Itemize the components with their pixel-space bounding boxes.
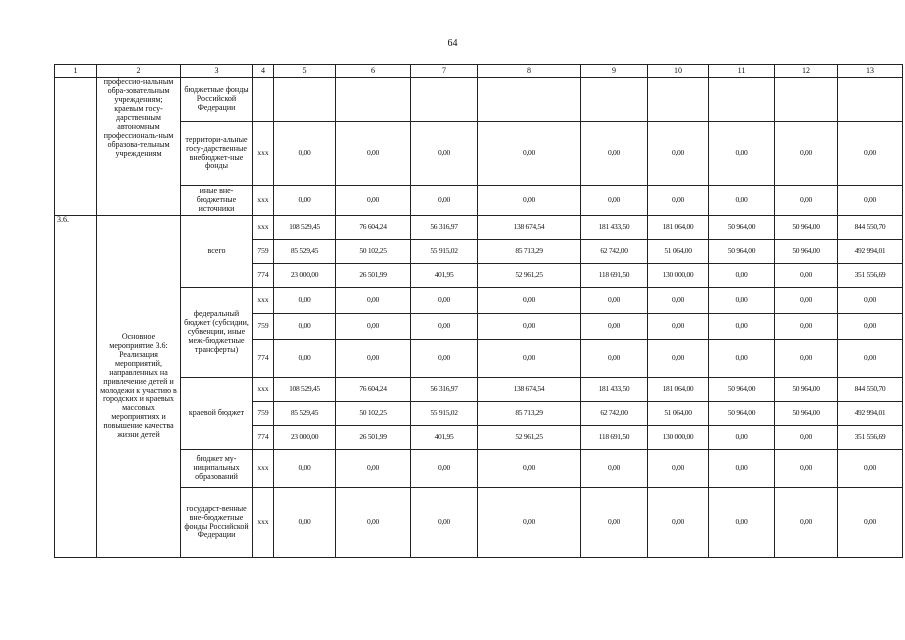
amount-cell — [775, 78, 838, 122]
amount-cell: 55 915,02 — [411, 402, 478, 426]
amount-cell: 0,00 — [411, 488, 478, 558]
amount-cell: 108 529,45 — [274, 378, 336, 402]
amount-cell: 0,00 — [709, 488, 775, 558]
amount-cell: 52 961,25 — [478, 264, 581, 288]
amount-cell: 0,00 — [336, 450, 411, 488]
code-cell: ххх — [253, 488, 274, 558]
code-cell: 759 — [253, 240, 274, 264]
amount-cell: 0,00 — [336, 186, 411, 216]
amount-cell: 0,00 — [581, 186, 648, 216]
amount-cell: 0,00 — [838, 450, 903, 488]
table-row — [55, 186, 903, 216]
column-number-header: 9 — [581, 65, 648, 78]
amount-cell: 0,00 — [775, 122, 838, 186]
amount-cell: 351 556,69 — [838, 426, 903, 450]
amount-cell: 0,00 — [581, 288, 648, 314]
table-row — [55, 450, 903, 488]
amount-cell: 85 529,45 — [274, 402, 336, 426]
code-cell: 759 — [253, 402, 274, 426]
amount-cell: 50 964,00 — [709, 402, 775, 426]
amount-cell — [411, 78, 478, 122]
amount-cell: 0,00 — [709, 186, 775, 216]
amount-cell: 0,00 — [838, 288, 903, 314]
amount-cell: 50 964,00 — [709, 240, 775, 264]
amount-cell: 118 691,50 — [581, 264, 648, 288]
amount-cell — [709, 78, 775, 122]
amount-cell: 0,00 — [709, 314, 775, 340]
amount-cell: 0,00 — [581, 488, 648, 558]
amount-cell — [478, 78, 581, 122]
amount-cell: 0,00 — [336, 314, 411, 340]
amount-cell — [581, 78, 648, 122]
amount-cell: 844 550,70 — [838, 216, 903, 240]
amount-cell: 50 964,00 — [775, 402, 838, 426]
amount-cell: 55 915,02 — [411, 240, 478, 264]
amount-cell: 181 433,50 — [581, 378, 648, 402]
amount-cell: 108 529,45 — [274, 216, 336, 240]
amount-cell: 0,00 — [838, 488, 903, 558]
amount-cell: 56 316,97 — [411, 216, 478, 240]
code-cell: ххх — [253, 378, 274, 402]
amount-cell: 0,00 — [478, 122, 581, 186]
program-name-cell: профессио-нальным обра-зовательным учреждениям; краевым госу-дарственным автономным профессиональ-ным образова-тельным учреждениям — [97, 78, 181, 216]
column-number-header: 5 — [274, 65, 336, 78]
amount-cell: 130 000,00 — [648, 426, 709, 450]
amount-cell — [336, 78, 411, 122]
column-number-header: 13 — [838, 65, 903, 78]
program-name-cell: Основное мероприятие 3.6: Реализация мероприятий, направленных на привлечение детей и молодежи к участию в городских и краевых массовых мероприятиях и повышение качества жизни детей — [97, 216, 181, 558]
funding-source-cell: бюджетные фонды Российской Федерации — [181, 78, 253, 122]
amount-cell: 0,00 — [336, 488, 411, 558]
amount-cell: 76 604,24 — [336, 378, 411, 402]
amount-cell: 52 961,25 — [478, 426, 581, 450]
column-number-header: 10 — [648, 65, 709, 78]
column-number-header: 7 — [411, 65, 478, 78]
code-cell: 759 — [253, 314, 274, 340]
amount-cell: 0,00 — [838, 314, 903, 340]
amount-cell: 0,00 — [775, 264, 838, 288]
amount-cell: 0,00 — [581, 340, 648, 378]
code-cell — [253, 78, 274, 122]
amount-cell: 50 102,25 — [336, 240, 411, 264]
amount-cell: 0,00 — [274, 288, 336, 314]
amount-cell: 138 674,54 — [478, 216, 581, 240]
amount-cell: 181 064,00 — [648, 378, 709, 402]
amount-cell: 56 316,97 — [411, 378, 478, 402]
amount-cell: 0,00 — [648, 288, 709, 314]
table-row — [55, 488, 903, 558]
code-cell: ххх — [253, 186, 274, 216]
amount-cell: 351 556,69 — [838, 264, 903, 288]
amount-cell: 0,00 — [709, 122, 775, 186]
amount-cell: 0,00 — [775, 450, 838, 488]
amount-cell: 0,00 — [581, 122, 648, 186]
amount-cell: 0,00 — [709, 450, 775, 488]
amount-cell: 0,00 — [478, 450, 581, 488]
amount-cell: 0,00 — [648, 340, 709, 378]
amount-cell: 0,00 — [838, 340, 903, 378]
amount-cell: 50 964,00 — [775, 240, 838, 264]
amount-cell: 0,00 — [581, 450, 648, 488]
amount-cell: 0,00 — [274, 122, 336, 186]
amount-cell: 50 964,00 — [709, 378, 775, 402]
amount-cell: 118 691,50 — [581, 426, 648, 450]
funding-source-cell: федеральный бюджет (субсидии, субвенции, иные меж-бюджетные трансферты) — [181, 288, 253, 378]
amount-cell: 0,00 — [274, 450, 336, 488]
amount-cell: 76 604,24 — [336, 216, 411, 240]
amount-cell: 0,00 — [411, 186, 478, 216]
column-number-header: 1 — [55, 65, 97, 78]
code-cell: ххх — [253, 216, 274, 240]
amount-cell: 85 713,29 — [478, 240, 581, 264]
amount-cell: 0,00 — [336, 122, 411, 186]
amount-cell: 0,00 — [411, 122, 478, 186]
amount-cell: 0,00 — [478, 186, 581, 216]
code-cell: 774 — [253, 264, 274, 288]
amount-cell: 0,00 — [709, 426, 775, 450]
amount-cell: 23 000,00 — [274, 264, 336, 288]
amount-cell: 23 000,00 — [274, 426, 336, 450]
amount-cell: 0,00 — [478, 314, 581, 340]
amount-cell: 0,00 — [648, 314, 709, 340]
code-cell: 774 — [253, 426, 274, 450]
page-number: 64 — [447, 38, 458, 49]
amount-cell: 0,00 — [648, 450, 709, 488]
amount-cell: 50 964,00 — [775, 378, 838, 402]
amount-cell: 0,00 — [775, 426, 838, 450]
column-number-header: 2 — [97, 65, 181, 78]
table-row — [55, 122, 903, 186]
amount-cell: 50 964,00 — [709, 216, 775, 240]
amount-cell: 51 064,00 — [648, 240, 709, 264]
column-number-header: 3 — [181, 65, 253, 78]
code-cell: 774 — [253, 340, 274, 378]
amount-cell: 51 064,00 — [648, 402, 709, 426]
amount-cell: 0,00 — [411, 450, 478, 488]
column-number-header: 6 — [336, 65, 411, 78]
amount-cell: 0,00 — [648, 488, 709, 558]
amount-cell: 492 994,01 — [838, 402, 903, 426]
amount-cell: 0,00 — [775, 288, 838, 314]
funding-source-cell: всего — [181, 216, 253, 288]
amount-cell: 0,00 — [709, 340, 775, 378]
amount-cell: 0,00 — [411, 314, 478, 340]
amount-cell: 401,95 — [411, 264, 478, 288]
amount-cell — [274, 78, 336, 122]
amount-cell: 181 064,00 — [648, 216, 709, 240]
funding-source-cell: иные вне-бюджетные источники — [181, 186, 253, 216]
amount-cell: 0,00 — [709, 264, 775, 288]
amount-cell: 0,00 — [274, 488, 336, 558]
amount-cell: 0,00 — [478, 288, 581, 314]
amount-cell: 0,00 — [274, 340, 336, 378]
amount-cell: 50 102,25 — [336, 402, 411, 426]
funding-source-cell: территори-альные госу-дарственные внебюджет-ные фонды — [181, 122, 253, 186]
funding-source-cell: краевой бюджет — [181, 378, 253, 450]
amount-cell: 138 674,54 — [478, 378, 581, 402]
amount-cell — [648, 78, 709, 122]
column-number-header: 4 — [253, 65, 274, 78]
amount-cell: 0,00 — [411, 340, 478, 378]
amount-cell: 50 964,00 — [775, 216, 838, 240]
amount-cell — [838, 78, 903, 122]
amount-cell: 85 713,29 — [478, 402, 581, 426]
amount-cell: 0,00 — [478, 488, 581, 558]
column-number-row — [55, 65, 903, 78]
amount-cell: 0,00 — [336, 340, 411, 378]
amount-cell: 0,00 — [775, 340, 838, 378]
amount-cell: 62 742,00 — [581, 402, 648, 426]
code-cell: ххх — [253, 288, 274, 314]
amount-cell: 492 994,01 — [838, 240, 903, 264]
amount-cell: 0,00 — [336, 288, 411, 314]
budget-table — [54, 64, 903, 558]
amount-cell: 844 550,70 — [838, 378, 903, 402]
amount-cell: 0,00 — [274, 186, 336, 216]
amount-cell: 0,00 — [838, 122, 903, 186]
amount-cell: 0,00 — [648, 186, 709, 216]
amount-cell: 0,00 — [775, 488, 838, 558]
table-row — [55, 378, 903, 402]
amount-cell: 0,00 — [775, 186, 838, 216]
amount-cell: 0,00 — [709, 288, 775, 314]
amount-cell: 0,00 — [648, 122, 709, 186]
amount-cell: 401,95 — [411, 426, 478, 450]
amount-cell: 85 529,45 — [274, 240, 336, 264]
amount-cell: 0,00 — [775, 314, 838, 340]
code-cell: ххх — [253, 450, 274, 488]
column-number-header: 8 — [478, 65, 581, 78]
amount-cell: 26 501,99 — [336, 426, 411, 450]
amount-cell: 0,00 — [478, 340, 581, 378]
table-row — [55, 78, 903, 122]
amount-cell: 0,00 — [838, 186, 903, 216]
row-index-cell: 3.6. — [55, 216, 97, 558]
amount-cell: 62 742,00 — [581, 240, 648, 264]
code-cell: ххх — [253, 122, 274, 186]
amount-cell: 0,00 — [274, 314, 336, 340]
funding-source-cell: бюджет му-ниципальных образований — [181, 450, 253, 488]
row-index-cell — [55, 78, 97, 216]
column-number-header: 12 — [775, 65, 838, 78]
funding-source-cell: государст-венные вне-бюджетные фонды Российской Федерации — [181, 488, 253, 558]
amount-cell: 130 000,00 — [648, 264, 709, 288]
column-number-header: 11 — [709, 65, 775, 78]
table-row — [55, 288, 903, 314]
amount-cell: 26 501,99 — [336, 264, 411, 288]
amount-cell: 0,00 — [581, 314, 648, 340]
table-row — [55, 216, 903, 240]
amount-cell: 0,00 — [411, 288, 478, 314]
amount-cell: 181 433,50 — [581, 216, 648, 240]
